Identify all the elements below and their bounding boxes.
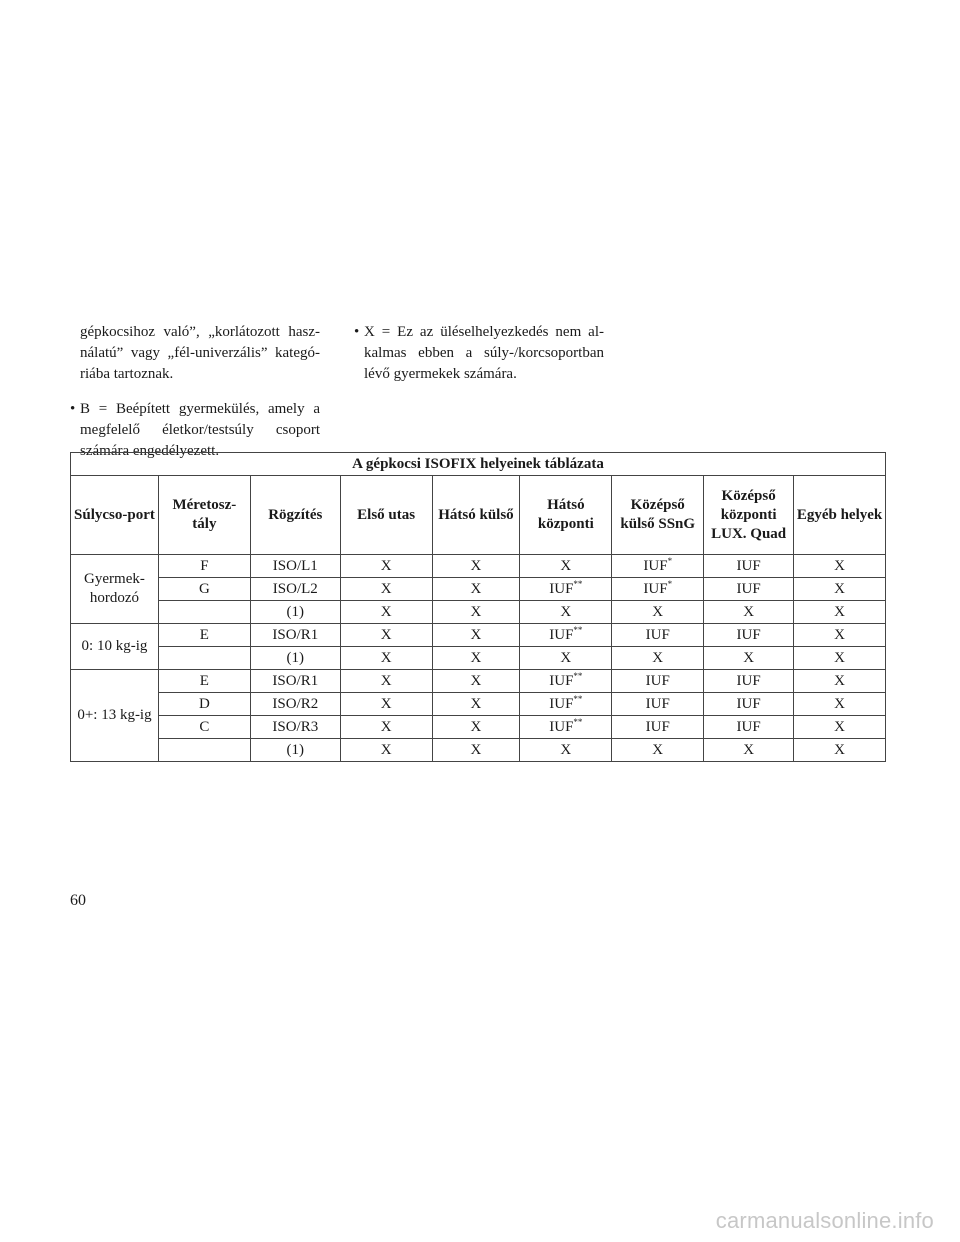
table-header-cell: Egyéb helyek [794,476,886,555]
table-cell: IUF** [520,693,612,716]
table-cell: IUF [612,670,704,693]
table-cell: IUF [704,578,794,601]
table-cell: IUF [704,716,794,739]
table-header-cell: Hátsó külső [432,476,520,555]
table-cell: ISO/R1 [250,624,340,647]
table-cell: IUF [704,555,794,578]
table-cell: X [704,647,794,670]
table-header-cell: Első utas [340,476,432,555]
table-cell: X [612,739,704,762]
table-cell [158,647,250,670]
table-cell: ISO/L1 [250,555,340,578]
table-cell: X [704,739,794,762]
table-cell: X [794,716,886,739]
table-cell: X [794,555,886,578]
table-header-cell: Súlycso-port [71,476,159,555]
table-cell: X [520,739,612,762]
table-cell: X [340,578,432,601]
table-cell: (1) [250,739,340,762]
table-cell: ISO/R3 [250,716,340,739]
table-cell: X [340,647,432,670]
table-cell: X [432,716,520,739]
table-cell: F [158,555,250,578]
watermark: carmanualsonline.info [715,1208,934,1233]
table-cell: IUF [612,693,704,716]
table-cell: X [432,647,520,670]
table-cell: E [158,624,250,647]
bullet-text-x: X = Ez az üléselhelyezkedés nem al-kalmas ebben a súly-/korcsoportban lévő gyermekek számára. [364,324,604,382]
table-cell: IUF** [520,578,612,601]
table-header-cell: Méretosz-tály [158,476,250,555]
table-cell: IUF [704,670,794,693]
table-cell [158,601,250,624]
table-cell: X [340,555,432,578]
table-cell: X [432,670,520,693]
table-cell: X [520,647,612,670]
table-cell: X [432,578,520,601]
table-cell: X [432,555,520,578]
bullet-text-b: B = Beépített gyermekülés, amely a megfelelő életkor/testsúly csoport számára engedélyezett. [80,401,320,459]
bullet-dot: • [354,324,360,340]
table-cell: X [340,601,432,624]
table-header-cell: Középső központi LUX. Quad [704,476,794,555]
table-cell: X [432,601,520,624]
right-column [354,322,604,385]
table-cell: X [340,693,432,716]
weight-group-cell: 0: 10 kg-ig [71,624,159,670]
table-cell: X [432,739,520,762]
table-row [71,601,886,624]
table-cell: IUF** [520,716,612,739]
table-cell: X [520,555,612,578]
table-cell: X [704,601,794,624]
table-cell: D [158,693,250,716]
left-column [70,322,320,462]
table-cell: X [794,739,886,762]
table-cell: IUF* [612,555,704,578]
table-cell: X [340,739,432,762]
table-cell: X [340,624,432,647]
table-cell: IUF* [612,578,704,601]
table-header-cell: Középső külső SSnG [612,476,704,555]
table-cell: X [794,601,886,624]
weight-group-cell: 0+: 13 kg-ig [71,670,159,762]
table-cell: X [794,670,886,693]
table-cell: IUF** [520,624,612,647]
bullet-item-x [354,322,604,385]
table-header-cell: Rögzítés [250,476,340,555]
table-cell: ISO/R2 [250,693,340,716]
table-cell: X [340,716,432,739]
table-cell: X [794,578,886,601]
table-header-row [71,476,886,555]
table-cell: X [794,693,886,716]
table-cell: X [612,647,704,670]
table-row [71,693,886,716]
table-cell: X [612,601,704,624]
table-row [71,578,886,601]
table-title: A gépkocsi ISOFIX helyeinek táblázata [71,453,886,476]
table-row [71,647,886,670]
isofix-table [70,452,886,762]
table-cell: X [520,601,612,624]
table-cell: (1) [250,647,340,670]
table-cell: IUF [704,693,794,716]
bullet-dot: • [70,401,76,417]
table-header-cell: Hátsó központi [520,476,612,555]
table-cell: ISO/L2 [250,578,340,601]
table-cell: IUF [612,716,704,739]
table-cell: IUF** [520,670,612,693]
table-cell: X [432,693,520,716]
table-row [71,739,886,762]
weight-group-cell: Gyermek-hordozó [71,555,159,624]
table-cell: E [158,670,250,693]
table-row [71,716,886,739]
table-cell [158,739,250,762]
table-cell: G [158,578,250,601]
table-cell: X [432,624,520,647]
table-cell: X [340,670,432,693]
table-cell: ISO/R1 [250,670,340,693]
table-row [71,624,886,647]
table-cell: IUF [612,624,704,647]
table-row [71,670,886,693]
table-body [71,555,886,762]
table-row [71,555,886,578]
table-cell: X [794,624,886,647]
table-cell: X [794,647,886,670]
table-cell: IUF [704,624,794,647]
continued-paragraph: gépkocsihoz való”, „korlátozott hasz-nálatú” vagy „fél-univerzális” kategó-riába tartoznak. [80,324,320,382]
page-number: 60 [70,892,86,909]
table-cell: C [158,716,250,739]
table-cell: (1) [250,601,340,624]
